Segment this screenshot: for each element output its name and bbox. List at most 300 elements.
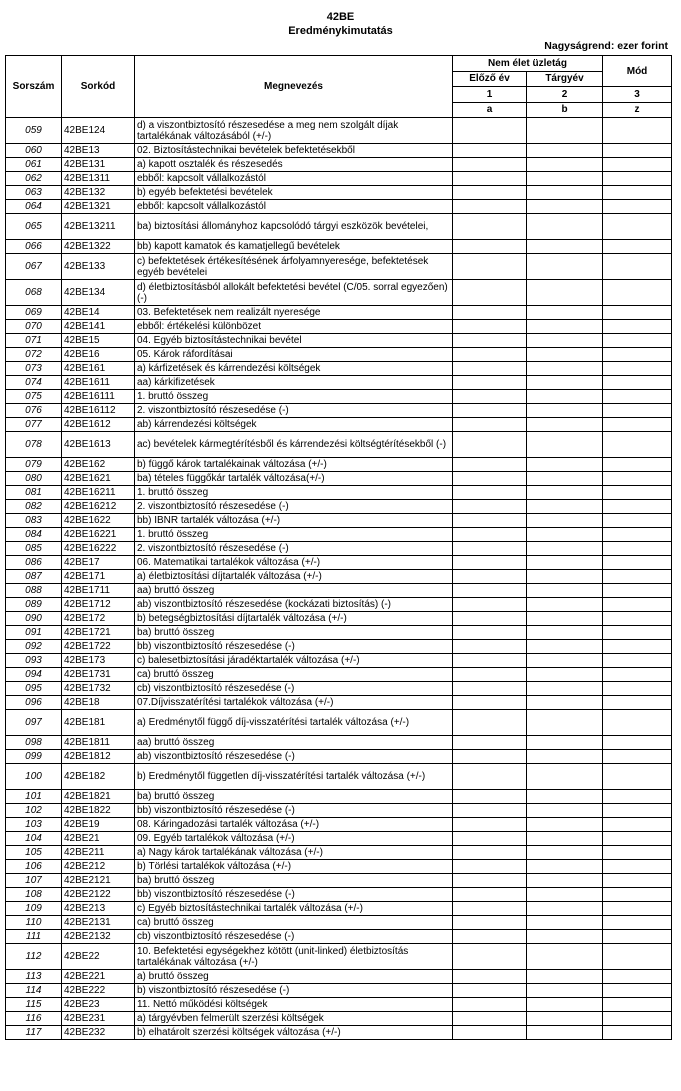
row-code: 42BE161 [62, 362, 135, 376]
row-description: 02. Biztosítástechnikai bevételek befektetésekből [135, 144, 453, 158]
value-cell-mod [603, 404, 672, 418]
row-description: aa) bruttó összeg [135, 736, 453, 750]
col-header-mod: Mód [603, 56, 672, 87]
row-number: 064 [6, 200, 62, 214]
value-cell-previous-year [453, 458, 527, 472]
value-cell-previous-year [453, 144, 527, 158]
value-cell-previous-year [453, 984, 527, 998]
col-number-3: 3 [603, 87, 672, 103]
row-number: 078 [6, 432, 62, 458]
table-row [6, 158, 672, 172]
income-statement-table [5, 55, 672, 1040]
row-code: 42BE221 [62, 970, 135, 984]
table-body [6, 118, 672, 1040]
value-cell-current-year [527, 390, 603, 404]
row-number: 084 [6, 528, 62, 542]
row-code: 42BE1613 [62, 432, 135, 458]
row-code: 42BE16 [62, 348, 135, 362]
table-row [6, 640, 672, 654]
table-row [6, 818, 672, 832]
value-cell-current-year [527, 916, 603, 930]
value-cell-current-year [527, 348, 603, 362]
row-number: 097 [6, 710, 62, 736]
row-description: 09. Egyéb tartalékok változása (+/-) [135, 832, 453, 846]
table-row [6, 710, 672, 736]
value-cell-previous-year [453, 376, 527, 390]
row-code: 42BE1712 [62, 598, 135, 612]
row-number: 066 [6, 240, 62, 254]
col-letter-z: z [603, 102, 672, 118]
row-number: 113 [6, 970, 62, 984]
value-cell-previous-year [453, 172, 527, 186]
row-code: 42BE1822 [62, 804, 135, 818]
value-cell-mod [603, 118, 672, 144]
value-cell-mod [603, 804, 672, 818]
value-cell-mod [603, 626, 672, 640]
table-row [6, 736, 672, 750]
table-row [6, 486, 672, 500]
value-cell-previous-year [453, 158, 527, 172]
row-description: 1. bruttó összeg [135, 390, 453, 404]
value-cell-previous-year [453, 486, 527, 500]
value-cell-mod [603, 486, 672, 500]
table-row [6, 832, 672, 846]
row-number: 114 [6, 984, 62, 998]
value-cell-previous-year [453, 736, 527, 750]
table-row [6, 118, 672, 144]
value-cell-previous-year [453, 556, 527, 570]
table-row [6, 916, 672, 930]
value-cell-previous-year [453, 998, 527, 1012]
value-cell-mod [603, 376, 672, 390]
table-row [6, 612, 672, 626]
row-description: ac) bevételek kármegtérítésből és kárrendezési költségtérítésekből (-) [135, 432, 453, 458]
table-row [6, 696, 672, 710]
row-code: 42BE172 [62, 612, 135, 626]
value-cell-previous-year [453, 542, 527, 556]
row-description: ba) bruttó összeg [135, 626, 453, 640]
value-cell-mod [603, 1026, 672, 1040]
row-description: 06. Matematikai tartalékok változása (+/-) [135, 556, 453, 570]
row-number: 065 [6, 214, 62, 240]
row-description: a) kapott osztalék és részesedés [135, 158, 453, 172]
row-code: 42BE23 [62, 998, 135, 1012]
row-code: 42BE16211 [62, 486, 135, 500]
row-code: 42BE16221 [62, 528, 135, 542]
table-row [6, 998, 672, 1012]
value-cell-mod [603, 682, 672, 696]
value-cell-previous-year [453, 584, 527, 598]
table-row [6, 172, 672, 186]
value-cell-mod [603, 998, 672, 1012]
value-cell-mod [603, 390, 672, 404]
value-cell-mod [603, 902, 672, 916]
table-row [6, 682, 672, 696]
col-header-sorszam: Sorszám [6, 56, 62, 118]
row-code: 42BE134 [62, 280, 135, 306]
table-row [6, 200, 672, 214]
value-cell-current-year [527, 528, 603, 542]
row-code: 42BE222 [62, 984, 135, 998]
value-cell-current-year [527, 144, 603, 158]
row-number: 088 [6, 584, 62, 598]
row-number: 094 [6, 668, 62, 682]
value-cell-previous-year [453, 902, 527, 916]
value-cell-current-year [527, 860, 603, 874]
value-cell-current-year [527, 626, 603, 640]
value-cell-mod [603, 200, 672, 214]
row-code: 42BE19 [62, 818, 135, 832]
row-code: 42BE22 [62, 944, 135, 970]
row-description: b) egyéb befektetési bevételek [135, 186, 453, 200]
value-cell-mod [603, 860, 672, 874]
row-number: 059 [6, 118, 62, 144]
row-number: 103 [6, 818, 62, 832]
col-header-targyev: Tárgyév [527, 71, 603, 87]
value-cell-current-year [527, 998, 603, 1012]
value-cell-current-year [527, 214, 603, 240]
row-code: 42BE14 [62, 306, 135, 320]
row-description: ab) viszontbiztosító részesedése (kockázati biztosítás) (-) [135, 598, 453, 612]
row-number: 081 [6, 486, 62, 500]
row-number: 093 [6, 654, 62, 668]
value-cell-mod [603, 254, 672, 280]
row-description: b) függő károk tartalékainak változása (+/-) [135, 458, 453, 472]
value-cell-previous-year [453, 818, 527, 832]
table-row [6, 472, 672, 486]
row-description: a) tárgyévben felmerült szerzési költségek [135, 1012, 453, 1026]
value-cell-current-year [527, 186, 603, 200]
value-cell-current-year [527, 612, 603, 626]
value-cell-previous-year [453, 472, 527, 486]
row-code: 42BE1322 [62, 240, 135, 254]
row-description: bb) kapott kamatok és kamatjellegű bevételek [135, 240, 453, 254]
value-cell-previous-year [453, 944, 527, 970]
value-cell-previous-year [453, 790, 527, 804]
row-code: 42BE231 [62, 1012, 135, 1026]
value-cell-previous-year [453, 598, 527, 612]
table-row [6, 514, 672, 528]
row-number: 105 [6, 846, 62, 860]
row-code: 42BE2132 [62, 930, 135, 944]
table-row [6, 570, 672, 584]
value-cell-current-year [527, 640, 603, 654]
value-cell-current-year [527, 764, 603, 790]
value-cell-mod [603, 144, 672, 158]
row-code: 42BE16212 [62, 500, 135, 514]
value-cell-current-year [527, 486, 603, 500]
row-code: 42BE182 [62, 764, 135, 790]
row-number: 083 [6, 514, 62, 528]
value-cell-current-year [527, 736, 603, 750]
value-cell-previous-year [453, 888, 527, 902]
row-number: 063 [6, 186, 62, 200]
row-description: ebből: értékelési különbözet [135, 320, 453, 334]
table-row [6, 750, 672, 764]
value-cell-mod [603, 1012, 672, 1026]
value-cell-mod [603, 432, 672, 458]
value-cell-current-year [527, 846, 603, 860]
value-cell-previous-year [453, 764, 527, 790]
row-code: 42BE13211 [62, 214, 135, 240]
value-cell-mod [603, 334, 672, 348]
value-cell-current-year [527, 500, 603, 514]
value-cell-previous-year [453, 200, 527, 214]
row-code: 42BE1321 [62, 200, 135, 214]
value-cell-mod [603, 710, 672, 736]
value-cell-previous-year [453, 254, 527, 280]
row-number: 079 [6, 458, 62, 472]
row-number: 108 [6, 888, 62, 902]
value-cell-mod [603, 542, 672, 556]
value-cell-previous-year [453, 570, 527, 584]
value-cell-mod [603, 930, 672, 944]
table-row [6, 542, 672, 556]
table-row [6, 254, 672, 280]
row-code: 42BE18 [62, 696, 135, 710]
col-number-2: 2 [527, 87, 603, 103]
row-code: 42BE21 [62, 832, 135, 846]
row-number: 067 [6, 254, 62, 280]
value-cell-previous-year [453, 682, 527, 696]
value-cell-mod [603, 874, 672, 888]
row-code: 42BE15 [62, 334, 135, 348]
value-cell-mod [603, 186, 672, 200]
table-row [6, 390, 672, 404]
row-number: 107 [6, 874, 62, 888]
row-code: 42BE212 [62, 860, 135, 874]
value-cell-previous-year [453, 418, 527, 432]
row-code: 42BE1731 [62, 668, 135, 682]
value-cell-mod [603, 640, 672, 654]
row-number: 076 [6, 404, 62, 418]
table-row [6, 306, 672, 320]
value-cell-mod [603, 846, 672, 860]
row-number: 072 [6, 348, 62, 362]
value-cell-previous-year [453, 874, 527, 888]
value-cell-current-year [527, 404, 603, 418]
value-cell-current-year [527, 432, 603, 458]
row-code: 42BE181 [62, 710, 135, 736]
row-description: c) balesetbiztosítási járadéktartalék változása (+/-) [135, 654, 453, 668]
row-description: d) a viszontbiztosító részesedése a meg nem szolgált díjak tartalékának változásából (+/-) [135, 118, 453, 144]
row-number: 090 [6, 612, 62, 626]
row-number: 104 [6, 832, 62, 846]
value-cell-current-year [527, 696, 603, 710]
value-cell-current-year [527, 542, 603, 556]
value-cell-current-year [527, 200, 603, 214]
value-cell-current-year [527, 320, 603, 334]
table-row [6, 764, 672, 790]
value-cell-previous-year [453, 710, 527, 736]
row-description: aa) bruttó összeg [135, 584, 453, 598]
row-number: 061 [6, 158, 62, 172]
table-row [6, 280, 672, 306]
value-cell-current-year [527, 984, 603, 998]
row-number: 060 [6, 144, 62, 158]
value-cell-mod [603, 790, 672, 804]
table-row [6, 458, 672, 472]
value-cell-current-year [527, 418, 603, 432]
row-code: 42BE1721 [62, 626, 135, 640]
row-description: bb) viszontbiztosító részesedése (-) [135, 640, 453, 654]
row-description: 07.Díjvisszatérítési tartalékok változása (+/-) [135, 696, 453, 710]
table-row [6, 654, 672, 668]
table-row [6, 376, 672, 390]
value-cell-previous-year [453, 626, 527, 640]
row-code: 42BE131 [62, 158, 135, 172]
value-cell-previous-year [453, 334, 527, 348]
row-code: 42BE1722 [62, 640, 135, 654]
value-cell-previous-year [453, 612, 527, 626]
row-number: 109 [6, 902, 62, 916]
row-number: 102 [6, 804, 62, 818]
row-code: 42BE133 [62, 254, 135, 280]
value-cell-current-year [527, 280, 603, 306]
row-code: 42BE1732 [62, 682, 135, 696]
col-letter-b: b [527, 102, 603, 118]
row-code: 42BE124 [62, 118, 135, 144]
value-cell-current-year [527, 818, 603, 832]
col-header-group: Nem élet üzletág [453, 56, 603, 72]
value-cell-mod [603, 612, 672, 626]
row-description: 04. Egyéb biztosítástechnikai bevétel [135, 334, 453, 348]
value-cell-mod [603, 764, 672, 790]
value-cell-mod [603, 500, 672, 514]
value-cell-current-year [527, 930, 603, 944]
value-cell-previous-year [453, 240, 527, 254]
row-number: 091 [6, 626, 62, 640]
row-number: 087 [6, 570, 62, 584]
value-cell-current-year [527, 556, 603, 570]
row-number: 115 [6, 998, 62, 1012]
row-code: 42BE1812 [62, 750, 135, 764]
report-code: 42BE [326, 11, 355, 23]
row-description: ba) biztosítási állományhoz kapcsolódó tárgyi eszközök bevételei, [135, 214, 453, 240]
value-cell-mod [603, 528, 672, 542]
value-cell-mod [603, 472, 672, 486]
row-description: 1. bruttó összeg [135, 486, 453, 500]
row-description: cb) viszontbiztosító részesedése (-) [135, 682, 453, 696]
row-number: 074 [6, 376, 62, 390]
table-row [6, 874, 672, 888]
value-cell-previous-year [453, 1026, 527, 1040]
value-cell-current-year [527, 362, 603, 376]
row-code: 42BE16222 [62, 542, 135, 556]
table-row [6, 432, 672, 458]
row-number: 092 [6, 640, 62, 654]
table-row [6, 404, 672, 418]
row-description: ba) bruttó összeg [135, 790, 453, 804]
value-cell-mod [603, 172, 672, 186]
row-description: ebből: kapcsolt vállalkozástól [135, 200, 453, 214]
row-description: aa) kárkifizetések [135, 376, 453, 390]
value-cell-current-year [527, 240, 603, 254]
row-description: ba) tételes függőkár tartalék változása(+/-) [135, 472, 453, 486]
table-row [6, 598, 672, 612]
row-number: 062 [6, 172, 62, 186]
value-cell-mod [603, 984, 672, 998]
row-description: ca) bruttó összeg [135, 916, 453, 930]
value-cell-previous-year [453, 970, 527, 984]
value-cell-mod [603, 362, 672, 376]
value-cell-mod [603, 418, 672, 432]
table-row [6, 348, 672, 362]
row-code: 42BE132 [62, 186, 135, 200]
value-cell-current-year [527, 1012, 603, 1026]
value-cell-current-year [527, 306, 603, 320]
row-number: 068 [6, 280, 62, 306]
row-number: 100 [6, 764, 62, 790]
value-cell-mod [603, 306, 672, 320]
value-cell-current-year [527, 472, 603, 486]
value-cell-previous-year [453, 214, 527, 240]
value-cell-current-year [527, 118, 603, 144]
row-number: 080 [6, 472, 62, 486]
row-description: c) Egyéb biztosítástechnikai tartalék változása (+/-) [135, 902, 453, 916]
value-cell-current-year [527, 804, 603, 818]
value-cell-previous-year [453, 432, 527, 458]
col-letter-a: a [453, 102, 527, 118]
value-cell-previous-year [453, 186, 527, 200]
value-cell-previous-year [453, 860, 527, 874]
value-cell-current-year [527, 570, 603, 584]
value-cell-current-year [527, 584, 603, 598]
table-row [6, 944, 672, 970]
row-number: 086 [6, 556, 62, 570]
row-code: 42BE1311 [62, 172, 135, 186]
row-number: 095 [6, 682, 62, 696]
value-cell-previous-year [453, 348, 527, 362]
value-cell-mod [603, 832, 672, 846]
row-code: 42BE13 [62, 144, 135, 158]
row-description: bb) viszontbiztosító részesedése (-) [135, 804, 453, 818]
value-cell-previous-year [453, 404, 527, 418]
value-cell-mod [603, 158, 672, 172]
value-cell-previous-year [453, 306, 527, 320]
table-row [6, 888, 672, 902]
table-row [6, 930, 672, 944]
row-code: 42BE232 [62, 1026, 135, 1040]
table-row [6, 500, 672, 514]
table-row [6, 970, 672, 984]
row-code: 42BE16112 [62, 404, 135, 418]
unit-label: Nagyságrend: ezer forint [544, 40, 668, 52]
table-row [6, 528, 672, 542]
table-row [6, 902, 672, 916]
value-cell-mod [603, 240, 672, 254]
row-description: b) Eredménytől független díj-visszatérítési tartalék változása (+/-) [135, 764, 453, 790]
row-code: 42BE2122 [62, 888, 135, 902]
row-description: ebből: kapcsolt vállalkozástól [135, 172, 453, 186]
row-description: 05. Károk ráfordításai [135, 348, 453, 362]
row-number: 099 [6, 750, 62, 764]
value-cell-current-year [527, 1026, 603, 1040]
row-number: 096 [6, 696, 62, 710]
value-cell-current-year [527, 334, 603, 348]
row-description: cb) viszontbiztosító részesedése (-) [135, 930, 453, 944]
row-description: 1. bruttó összeg [135, 528, 453, 542]
col-header-megnevezes: Megnevezés [135, 56, 453, 118]
value-cell-mod [603, 736, 672, 750]
value-cell-mod [603, 888, 672, 902]
value-cell-previous-year [453, 362, 527, 376]
value-cell-mod [603, 458, 672, 472]
row-code: 42BE2131 [62, 916, 135, 930]
value-cell-mod [603, 944, 672, 970]
row-description: b) Törlési tartalékok változása (+/-) [135, 860, 453, 874]
table-row [6, 334, 672, 348]
